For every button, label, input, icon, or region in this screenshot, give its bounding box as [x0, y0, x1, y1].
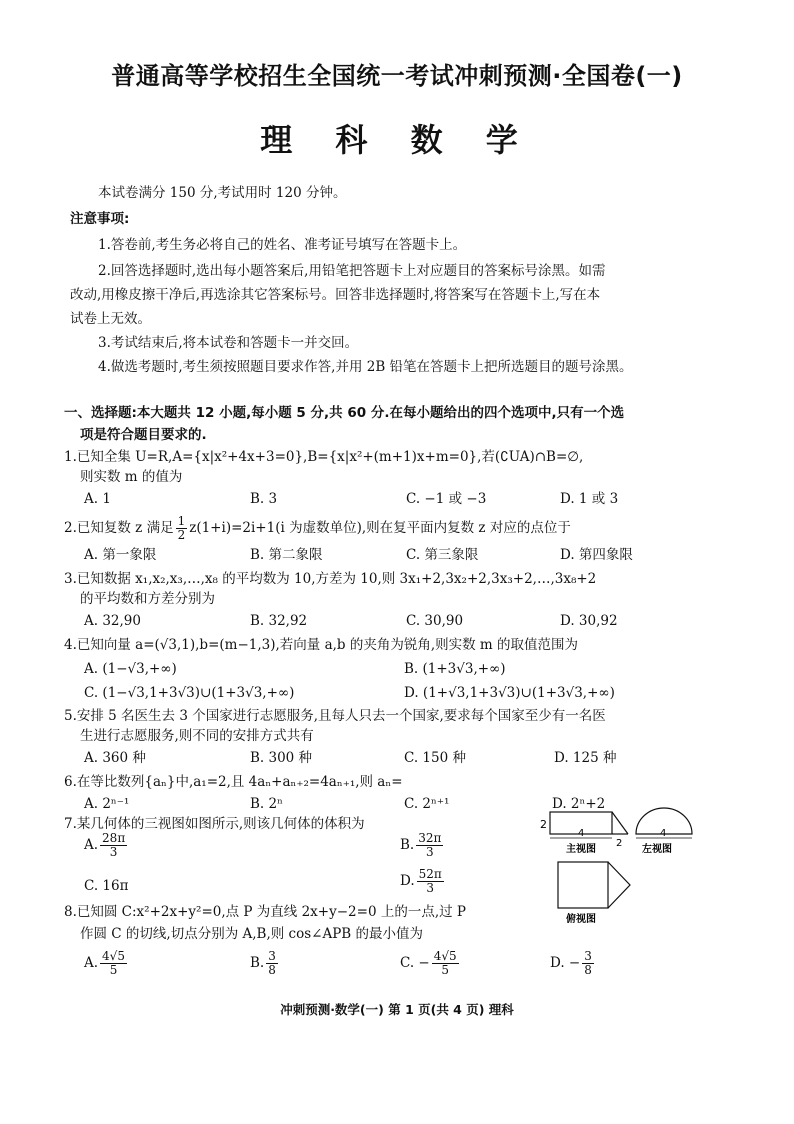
- front-view-height: 2: [540, 818, 547, 831]
- q5-option-b: B. 300 种: [250, 750, 313, 766]
- q1-option-c: C. −1 或 −3: [406, 491, 487, 507]
- front-view-width: 4: [578, 828, 585, 839]
- q2-stem: [64, 515, 571, 542]
- notice-3: 3.考试结束后,将本试卷和答题卡一并交回。: [98, 335, 359, 351]
- q7-option-b: B. $\frac{32\pi}{3}$: [400, 831, 442, 859]
- section-title-a: 一、选择题:本大题共 12 小题,每小题 5 分,共 60 分.在每小题给出的四个选项中,只有一个选: [64, 405, 625, 421]
- page-footer: 冲刺预测·数学(一) 第 1 页(共 4 页) 理科: [280, 1002, 514, 1017]
- notice-2c: 试卷上无效。: [70, 311, 151, 327]
- q5-option-d: D. 125 种: [554, 750, 617, 766]
- q2-option-a: A. 第一象限: [84, 547, 157, 563]
- q4-option-c: C. (1−√3,1+3√3)∪(1+3√3,+∞): [84, 685, 295, 701]
- q5-option-a: A. 360 种: [84, 750, 146, 766]
- q8-option-b: B. $\frac{3}{8}$: [250, 949, 276, 977]
- q6-option-b: B. 2ⁿ: [250, 796, 283, 812]
- score-line: 本试卷满分 150 分,考试用时 120 分钟。: [98, 185, 347, 201]
- q1-stem-b: 则实数 m 的值为: [80, 469, 183, 485]
- q6-option-c: C. 2ⁿ⁺¹: [404, 796, 450, 812]
- q7-option-a: A. $\frac{28\pi}{3}$: [84, 831, 126, 859]
- subject-title: 理 科 数 学: [260, 121, 534, 159]
- q2-stem-pre: 2.已知复数 z 满足: [64, 520, 174, 536]
- notice-4: 4.做选考题时,考生须按照题目要求作答,并用 2B 铅笔在答题卡上把所选题目的题号涂黑。: [98, 359, 633, 375]
- q2-option-b: B. 第二象限: [250, 547, 323, 563]
- notice-2b: 改动,用橡皮擦干净后,再选涂其它答案标号。回答非选择题时,将答案写在答题卡上,写在本: [70, 287, 601, 303]
- q8-option-a: A. $\frac{4√5}{5}$: [84, 949, 125, 977]
- notice-2a: 2.回答选择题时,选出每小题答案后,用铅笔把答题卡上对应题目的答案标号涂黑。如需: [98, 263, 606, 279]
- q3-option-c: C. 30,90: [406, 613, 464, 629]
- front-view-label: 主视图: [566, 844, 596, 855]
- notice-1: 1.答卷前,考生务必将自己的姓名、准考证号填写在答题卡上。: [98, 237, 467, 253]
- q6-option-d: D. 2ⁿ+2: [552, 796, 606, 812]
- q6-stem: 6.在等比数列{aₙ}中,a₁=2,且 4aₙ+aₙ₊₂=4aₙ₊₁,则 aₙ=: [64, 774, 403, 790]
- q6-option-a: A. 2ⁿ⁻¹: [84, 796, 130, 812]
- q5-stem-a: 5.安排 5 名医生去 3 个国家进行志愿服务,且每人只去一个国家,要求每个国家至少有一名医: [64, 708, 606, 724]
- q7-option-c: C. 16π: [84, 878, 129, 894]
- front-view: [550, 812, 628, 838]
- q7-option-d: D. $\frac{52\pi}{3}$: [400, 867, 442, 895]
- q8-stem-b: 作圆 C 的切线,切点分别为 A,B,则 cos∠APB 的最小值为: [80, 926, 424, 942]
- q3-option-d: D. 30,92: [560, 613, 618, 629]
- q8-option-d: D. − $\frac{3}{8}$: [550, 949, 592, 977]
- q4-stem: 4.已知向量 a=(√3,1),b=(m−1,3),若向量 a,b 的夹角为锐角,则实数 m 的取值范围为: [64, 637, 579, 653]
- q1-option-a: A. 1: [84, 491, 111, 507]
- notice-title: 注意事项:: [70, 211, 130, 227]
- q5-stem-b: 生进行志愿服务,则不同的安排方式共有: [80, 728, 314, 744]
- q2-stem-post: z(1+i)=2i+1(i 为虚数单位),则在复平面内复数 z 对应的点位于: [189, 520, 571, 536]
- top-view-label: 俯视图: [566, 914, 596, 925]
- left-view-width: 4: [660, 828, 667, 839]
- q7-three-view-figure: [538, 798, 708, 930]
- q8-stem-a: 8.已知圆 C:x²+2x+y²=0,点 P 为直线 2x+y−2=0 上的一点,过 P: [64, 904, 466, 920]
- front-view-extra: 2: [616, 838, 623, 849]
- q2-option-d: D. 第四象限: [560, 547, 633, 563]
- q3-stem-a: 3.已知数据 x₁,x₂,x₃,…,x₈ 的平均数为 10,方差为 10,则 3x₁+2,3x₂+2,3x₃+2,…,3x₈+2: [64, 571, 597, 587]
- q3-option-b: B. 32,92: [250, 613, 308, 629]
- q7-stem: 7.某几何体的三视图如图所示,则该几何体的体积为: [64, 816, 365, 832]
- top-view: [558, 862, 630, 908]
- q1-option-b: B. 3: [250, 491, 278, 507]
- q3-option-a: A. 32,90: [84, 613, 141, 629]
- q2-fraction: $\frac{1}{2}$: [177, 514, 186, 542]
- q5-option-c: C. 150 种: [404, 750, 466, 766]
- q1-option-d: D. 1 或 3: [560, 491, 619, 507]
- q8-option-c: C. − $\frac{4√5}{5}$: [400, 949, 457, 977]
- section-title-b: 项是符合题目要求的.: [80, 427, 207, 443]
- q4-option-a: A. (1−√3,+∞): [84, 661, 177, 677]
- q4-option-b: B. (1+3√3,+∞): [404, 661, 506, 677]
- exam-title: 普通高等学校招生全国统一考试冲刺预测·全国卷(一): [111, 62, 683, 90]
- q4-option-d: D. (1+√3,1+3√3)∪(1+3√3,+∞): [404, 685, 615, 701]
- q1-stem-a: 1.已知全集 U=R,A={x|x²+4x+3=0},B={x|x²+(m+1)x+m=0},若(∁UA)∩B=∅,: [64, 449, 584, 465]
- left-view-label: 左视图: [642, 844, 672, 855]
- q3-stem-b: 的平均数和方差分别为: [80, 591, 215, 607]
- q2-option-c: C. 第三象限: [406, 547, 479, 563]
